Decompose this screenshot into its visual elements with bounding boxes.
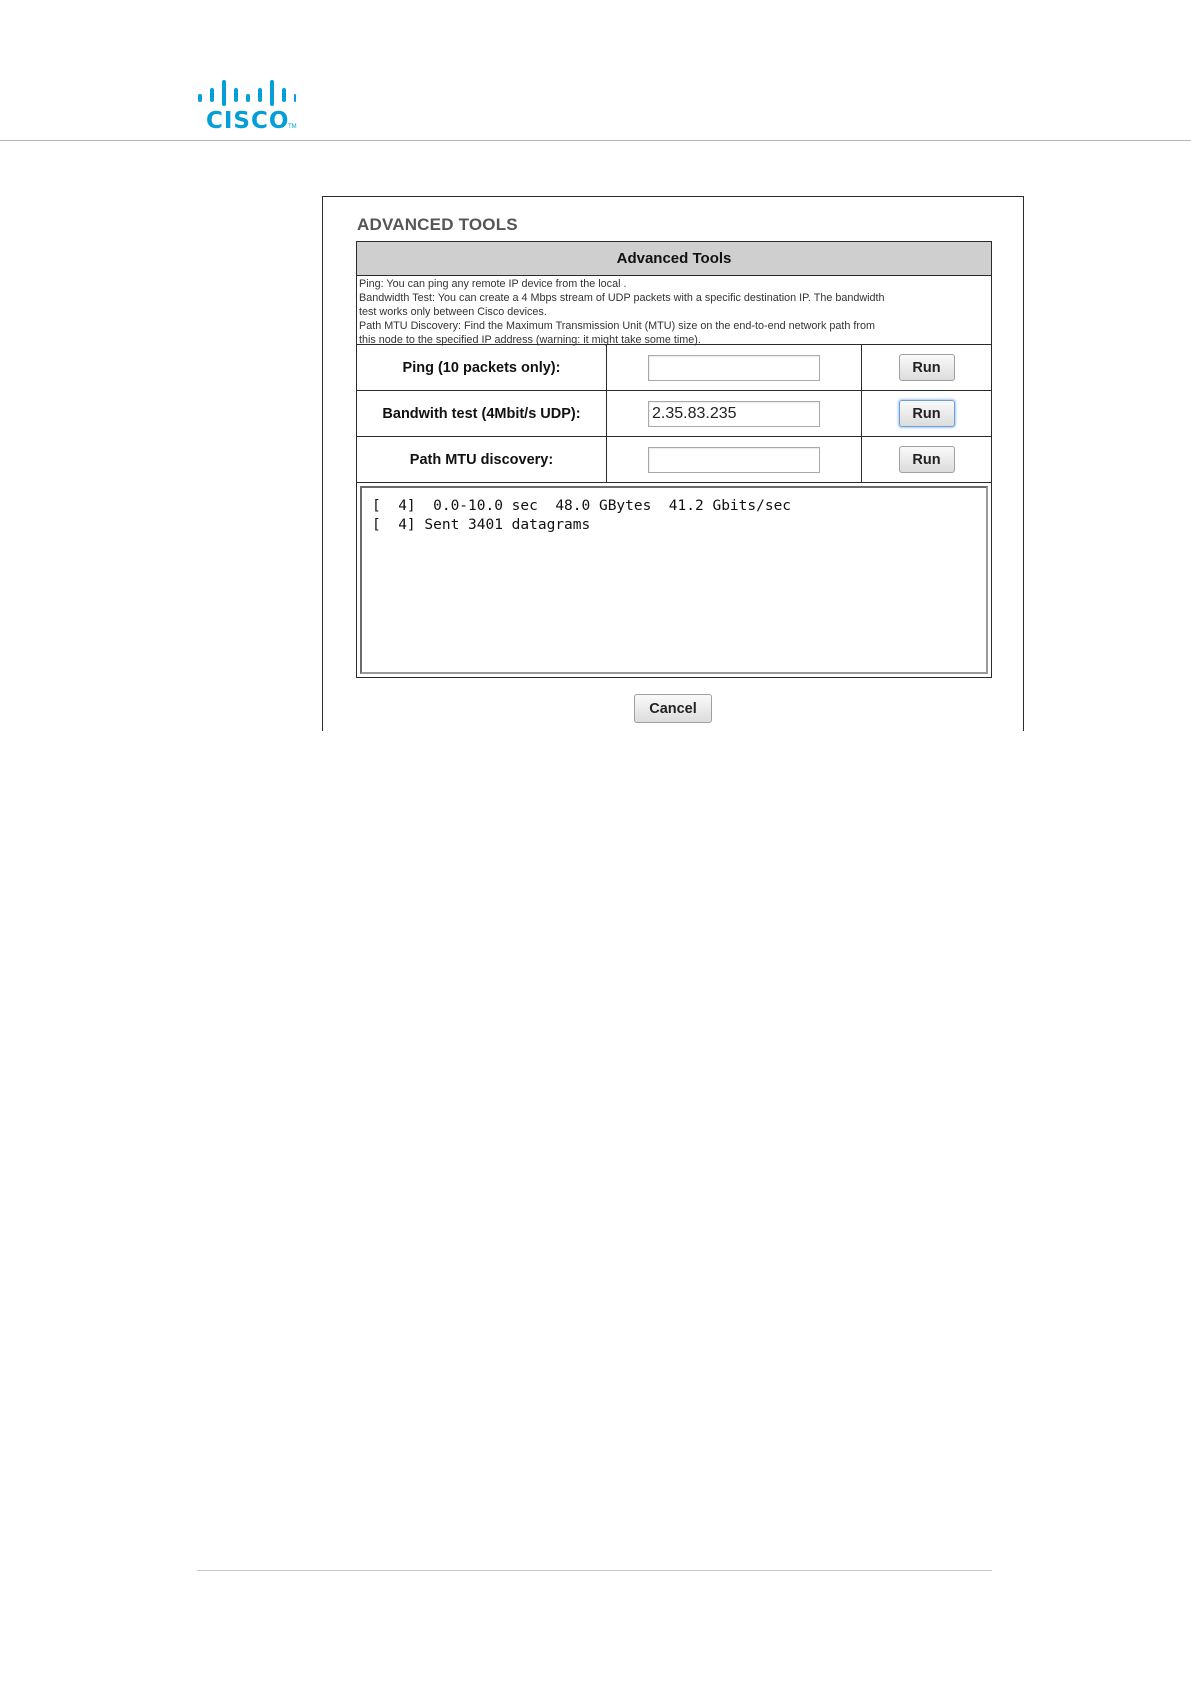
description-line: test works only between Cisco devices. — [359, 306, 547, 318]
ping-row — [357, 345, 991, 391]
mtu-run-button[interactable]: Run — [899, 446, 955, 473]
header-divider — [0, 140, 1191, 141]
panel-title: Advanced Tools — [357, 242, 991, 276]
bandwidth-label: Bandwith test (4Mbit/s UDP): — [357, 391, 607, 436]
bandwidth-run-button[interactable]: Run — [899, 400, 955, 427]
advanced-tools-screenshot — [322, 196, 1024, 731]
cisco-bars-icon — [196, 80, 296, 106]
description-line: this node to the specified IP address (warning: it might take some time). — [359, 334, 701, 346]
advanced-tools-panel — [356, 241, 992, 678]
ping-run-button[interactable]: Run — [899, 354, 955, 381]
bandwidth-input[interactable] — [648, 401, 820, 427]
mtu-row — [357, 437, 991, 483]
ping-label: Ping (10 packets only): — [357, 345, 607, 390]
mtu-label: Path MTU discovery: — [357, 437, 607, 482]
tools-description — [357, 276, 991, 345]
mtu-input[interactable] — [648, 447, 820, 473]
cancel-button[interactable]: Cancel — [634, 694, 712, 723]
logo-wordmark: CISCO — [206, 108, 290, 134]
description-line: Bandwidth Test: You can create a 4 Mbps stream of UDP packets with a specific destination IP. The bandwidth — [359, 292, 885, 304]
bandwidth-row — [357, 391, 991, 437]
ping-input[interactable] — [648, 355, 820, 381]
description-line: Ping: You can ping any remote IP device from the local . — [359, 278, 627, 290]
section-title: ADVANCED TOOLS — [357, 215, 518, 234]
trademark-mark: TM — [288, 124, 297, 130]
output-console[interactable]: [ 4] 0.0-10.0 sec 48.0 GBytes 41.2 Gbits/sec [ 4] Sent 3401 datagrams — [360, 486, 988, 674]
description-line: Path MTU Discovery: Find the Maximum Transmission Unit (MTU) size on the end-to-end network path from — [359, 320, 876, 332]
footer-divider — [197, 1570, 992, 1571]
